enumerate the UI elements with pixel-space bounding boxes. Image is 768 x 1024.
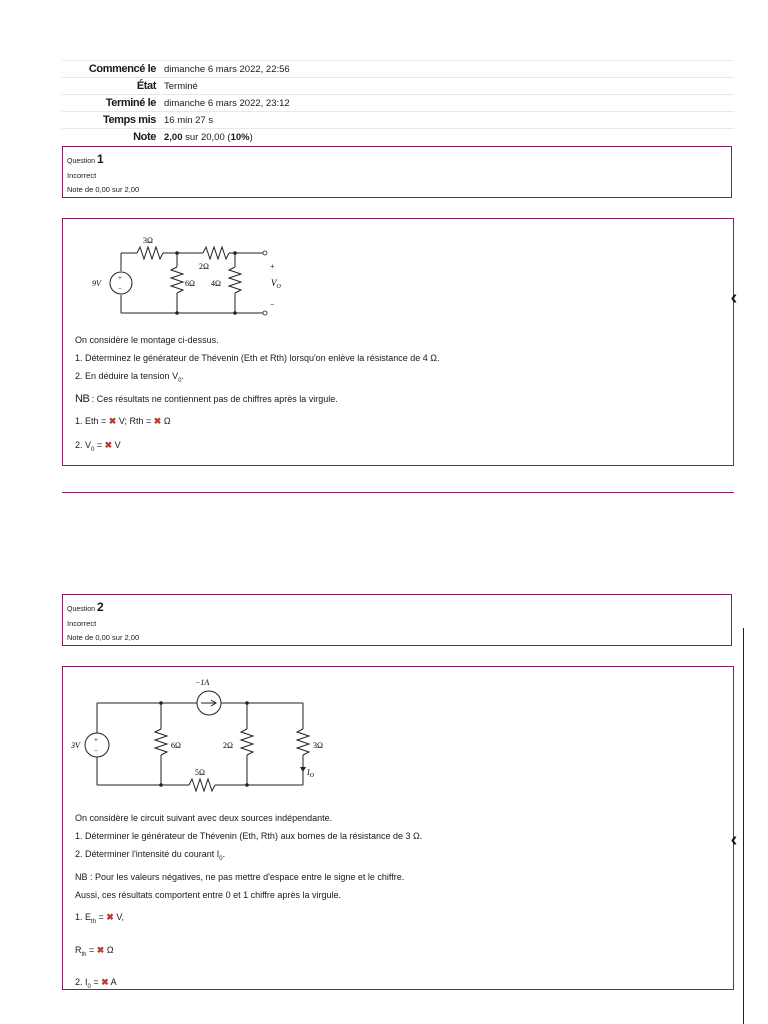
question-prefix: Question bbox=[67, 158, 97, 165]
question-grade: Note de 0,00 sur 2,00 bbox=[67, 633, 140, 642]
label-vo bbox=[271, 278, 282, 290]
incorrect-icon: ✖ bbox=[104, 439, 113, 450]
q1-a2-unit: V bbox=[112, 439, 121, 450]
label-r2: 2Ω bbox=[223, 741, 233, 750]
q2-line-2 bbox=[75, 845, 422, 868]
circuit-diagram-2 bbox=[71, 671, 351, 801]
q2-answer-1 bbox=[75, 908, 422, 931]
q1-a2-label: 2. V bbox=[75, 439, 92, 450]
q2-a2-unit: Ω bbox=[104, 944, 114, 955]
label-source: 9V bbox=[92, 279, 101, 288]
output-plus: + bbox=[270, 262, 275, 271]
label-r3: 3Ω bbox=[313, 741, 323, 750]
incorrect-icon: ✖ bbox=[101, 977, 109, 988]
question-1-content bbox=[62, 218, 734, 466]
label-r2: 2Ω bbox=[199, 262, 209, 271]
q1-line-2 bbox=[75, 367, 439, 390]
page-separator bbox=[62, 492, 734, 493]
label-isrc: −1A bbox=[195, 678, 210, 687]
q1-answer-2 bbox=[75, 436, 439, 459]
scrollbar-track[interactable] bbox=[743, 628, 744, 1024]
label-r4: 4Ω bbox=[211, 279, 221, 288]
source-plus: + bbox=[118, 274, 122, 282]
q2-a2-label: R bbox=[75, 944, 82, 955]
q2-a1-sub: th bbox=[91, 918, 97, 925]
q2-a3-mid: = bbox=[90, 977, 102, 988]
summary-row-started bbox=[62, 60, 734, 77]
q1-line-2-text: 2. En déduire la tension V bbox=[75, 371, 179, 381]
summary-value: dimanche 6 mars 2022, 23:12 bbox=[164, 97, 290, 109]
source-minus: − bbox=[94, 747, 98, 755]
nb-text: : Ces résultats ne contiennent pas de chiffres après la virgule. bbox=[89, 393, 338, 404]
question-2-info bbox=[62, 594, 732, 646]
question-status: Incorrect bbox=[67, 619, 97, 628]
incorrect-icon: ✖ bbox=[96, 944, 105, 955]
label-source: 3V bbox=[71, 741, 80, 750]
label-io-subscript: O bbox=[309, 773, 315, 779]
grade-percent: 10% bbox=[230, 131, 250, 143]
q1-nb bbox=[75, 390, 439, 408]
q2-answer-2 bbox=[75, 941, 422, 964]
question-2-text bbox=[75, 809, 422, 996]
label-vo-symbol: V bbox=[271, 278, 277, 288]
summary-value: 16 min 27 s bbox=[164, 114, 214, 126]
summary-row-duration bbox=[62, 111, 734, 128]
q1-line-1: 1. Déterminez le générateur de Thévenin (Eth et Rth) lorsqu'on enlève la résistance de 4 Ω. bbox=[75, 353, 440, 363]
q1-line-2-end: . bbox=[181, 371, 184, 381]
question-number: 1 bbox=[96, 152, 104, 166]
grade-total: sur 20,00 ( bbox=[182, 131, 231, 143]
label-io bbox=[306, 768, 315, 779]
q2-line-2-end: . bbox=[222, 849, 226, 859]
summary-label: Note bbox=[133, 131, 156, 143]
label-r1: 3Ω bbox=[143, 236, 153, 245]
incorrect-icon: ✖ bbox=[106, 911, 114, 922]
nb-label: NB bbox=[75, 392, 90, 405]
q2-a1-label: 1. E bbox=[75, 911, 92, 922]
q1-answer-1 bbox=[75, 412, 439, 430]
question-prefix: Question bbox=[67, 606, 97, 613]
q2-a3-unit: A bbox=[108, 977, 117, 988]
chevron-left-icon[interactable]: ‹ bbox=[730, 829, 738, 851]
summary-value: Terminé bbox=[164, 80, 198, 92]
question-grade: Note de 0,00 sur 2,00 bbox=[67, 185, 140, 194]
label-r3: 6Ω bbox=[185, 279, 195, 288]
incorrect-icon: ✖ bbox=[153, 415, 162, 426]
q2-a1-mid: = bbox=[96, 911, 107, 922]
q1-line-2-sub: 0 bbox=[178, 377, 182, 384]
summary-value: dimanche 6 mars 2022, 22:56 bbox=[164, 63, 290, 75]
q2-a2-mid: = bbox=[86, 944, 97, 955]
q1-intro: On considère le montage ci-dessus. bbox=[75, 335, 219, 345]
q2-line-2-text: 2. Déterminer l'intensité du courant I bbox=[75, 849, 220, 859]
label-r6: 6Ω bbox=[171, 741, 181, 750]
question-1-text bbox=[75, 331, 439, 459]
label-r5: 5Ω bbox=[195, 768, 205, 777]
q1-a1-label: 1. Eth = bbox=[75, 415, 109, 426]
summary-label: Terminé le bbox=[105, 97, 156, 109]
label-vo-subscript: O bbox=[276, 284, 281, 290]
summary-row-finished bbox=[62, 94, 734, 111]
question-number: 2 bbox=[96, 600, 104, 614]
summary-row-grade bbox=[62, 128, 734, 145]
question-2-content bbox=[62, 666, 734, 990]
q2-nb-2: Aussi, ces résultats comportent entre 0 et 1 chiffre après la virgule. bbox=[75, 889, 341, 900]
q2-line-2-sub: 0 bbox=[219, 855, 223, 862]
q1-a1-unit: Ω bbox=[161, 415, 171, 426]
incorrect-icon: ✖ bbox=[108, 415, 117, 426]
q2-a3-sub: 0 bbox=[87, 984, 91, 991]
q2-a3-label: 2. I bbox=[75, 977, 88, 988]
grade-close: ) bbox=[249, 131, 253, 143]
q2-a1-unit: V, bbox=[113, 911, 125, 922]
summary-label: État bbox=[136, 80, 156, 92]
question-1-info bbox=[62, 146, 732, 198]
summary-value bbox=[164, 132, 253, 143]
q2-answer-3 bbox=[75, 973, 422, 996]
output-minus: − bbox=[270, 300, 275, 309]
summary-row-state bbox=[62, 77, 734, 94]
question-status: Incorrect bbox=[67, 171, 97, 180]
q2-nb: NB : Pour les valeurs négatives, ne pas mettre d'espace entre le signe et le chiffre. bbox=[75, 871, 405, 882]
q1-a2-mid: = bbox=[94, 439, 105, 450]
q1-a1-mid: V; Rth = bbox=[116, 415, 154, 426]
summary-label: Commencé le bbox=[88, 63, 156, 75]
chevron-left-icon[interactable]: ‹ bbox=[730, 287, 738, 309]
source-minus: − bbox=[118, 285, 122, 293]
summary-label: Temps mis bbox=[102, 114, 156, 126]
circuit-diagram-1 bbox=[87, 227, 307, 337]
label-io-symbol: I bbox=[307, 768, 310, 777]
q2-line-1: 1. Déterminer le générateur de Thévenin (Eth, Rth) aux bornes de la résistance de 3 Ω. bbox=[75, 831, 423, 841]
q1-a2-sub: 0 bbox=[91, 446, 95, 453]
q2-a2-sub: th bbox=[81, 951, 87, 958]
grade-value: 2,00 bbox=[164, 131, 183, 143]
q2-intro: On considère le circuit suivant avec deux sources indépendante. bbox=[75, 813, 333, 823]
source-plus: + bbox=[94, 736, 98, 744]
attempt-summary bbox=[62, 60, 734, 145]
